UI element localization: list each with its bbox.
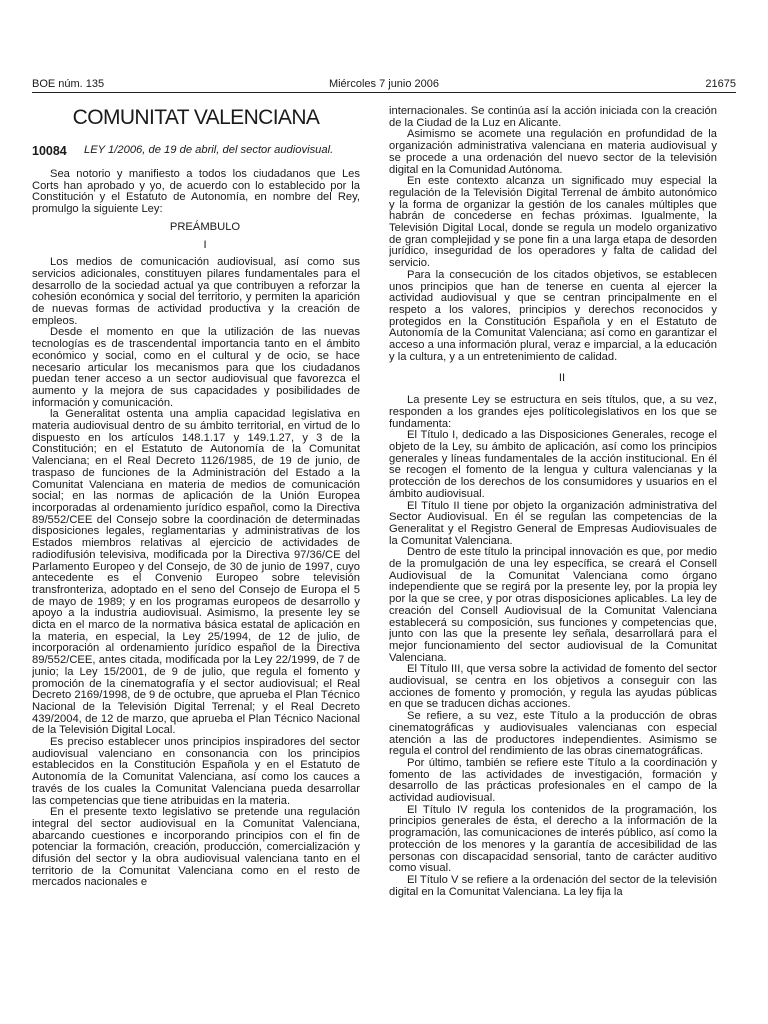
header-rule: [32, 92, 736, 93]
intro-paragraph: Sea notorio y manifiesto a todos los ciudadanos que Les Corts han aprobado y yo, de acuerdo con lo establecido por la Constitución y el Estatuto de Autonomía, en nombre del Rey, promulgo la siguiente Ley:: [32, 168, 360, 216]
law-title: LEY 1/2006, de 19 de abril, del sector audiovisual.: [84, 144, 334, 156]
roman-heading-2: II: [558, 372, 566, 385]
paragraph: Para la consecución de los citados objetivos, se establecen unos principios que han de tenerse en cuenta al ejercer la actividad audiovisual y que se centran principalmente en el respeto a los valores, principios y derechos reconocidos y protegidos en la Constitución Española y en el Estatuto de Autonomía de la Comunitat Valenciana; así como en garantizar el acceso a una información plural, veraz e imparcial, a la educación y la cultura, y a un entretenimiento de calidad.: [389, 268, 717, 363]
paragraph: Se refiere, a su vez, este Título a la producción de obras cinematográficas y audiovisuales valencianas con especial atención a las de productores independientes. Asimismo se regula el control del rendimiento de las obras cinematográficas.: [389, 710, 717, 758]
law-number: 10084: [32, 144, 67, 158]
paragraph: El Título II tiene por objeto la organización administrativa del Sector Audiovisual. En él se regulan las competencias de la Generalitat y el Registro General de Empresas Audiovisuales de la Comunitat Valenciana.: [389, 499, 717, 547]
page-header: [32, 77, 736, 91]
roman-heading-1: I: [203, 238, 207, 251]
law-entry: [32, 145, 360, 157]
paragraph: El Título III, que versa sobre la actividad de fomento del sector audiovisual, se centra en los objetivos a conseguir con las acciones de fomento y promoción, y regula las ayudas públicas en que se traducen dichas acciones.: [389, 663, 717, 711]
paragraph: En este contexto alcanza un significado muy especial la regulación de la Televisión Digital Terrenal de ámbito autonómico y la forma de organizar la gestión de los canales múltiples que habrán de concederse en fechas próximas. Igualmente, la Televisión Digital Local, donde se regula un modelo organizativo de gran complejidad y se pone fin a una larga etapa de desorden jurídico, inseguridad de los operadores y falta de calidad del servicio.: [389, 175, 717, 270]
section-title: COMUNITAT VALENCIANA: [72, 106, 320, 129]
paragraph: Asimismo se acomete una regulación en profundidad de la organización administrativa valenciana en materia audiovisual y se procede a una ordenación del nuevo sector de la televisión digital en la Comunidad Autónoma.: [389, 128, 717, 176]
paragraph: El Título V se refiere a la ordenación del sector de la televisión digital en la Comunitat Valenciana. La ley fija la: [389, 874, 717, 898]
paragraph: En el presente texto legislativo se pretende una regulación integral del sector audiovisual en la Comunitat Valenciana, abarcando cuestiones e incorporando principios con el fin de potenciar la formación, creación, producción, comercialización y difusión del sector y la obra audiovisual valenciana tanto en el territorio de la Comunitat Valenciana como en el resto de mercados nacionales e: [32, 806, 360, 889]
left-column: [32, 106, 360, 946]
paragraph: Dentro de este título la principal innovación es que, por medio de la promulgación de una ley específica, se creará el Consell Audiovisual de la Comunitat Valenciana como órgano independiente que se regirá por la presente ley, por la propia ley por la que se cree, y por otras disposiciones aplicables. La ley de creación del Consell Audiovisual de la Comunitat Valenciana establecerá su composición, sus funciones y competencias que, junto con las que la presente ley señala, desarrollará para el mejor funcionamiento del sector audiovisual de la Comunitat Valenciana.: [389, 546, 717, 664]
preambulo-heading: PREÁMBULO: [169, 220, 241, 233]
publication-date: Miércoles 7 junio 2006: [328, 78, 440, 90]
paragraph: La presente Ley se estructura en seis títulos, que, a su vez, responden a los grandes ejes políticolegislativos en los que se fundamenta:: [389, 394, 717, 430]
paragraph: Los medios de comunicación audiovisual, así como sus servicios adicionales, constituyen pilares fundamentales para el desarrollo de la sociedad actual ya que contribuyen a reforzar la cohesión económica y social del territorio, y permiten la aparición de nuevas formas de actividad productiva y la creación de empleos.: [32, 256, 360, 327]
right-column: [389, 106, 717, 946]
paragraph: Por último, también se refiere este Título a la coordinación y fomento de las actividades de investigación, formación y desarrollo de las prácticas profesionales en el campo de la actividad audiovisual.: [389, 756, 717, 805]
paragraph: El Título I, dedicado a las Disposiciones Generales, recoge el objeto de la Ley, su ámbito de aplicación, así como los principios generales y líneas fundamentales de la acción institucional. En él se recogen el fomento de la lengua y cultura valencianas y la protección de los derechos de los consumidores y usuarios en el ámbito audiovisual.: [389, 429, 717, 500]
paragraph: El Título IV regula los contenidos de la programación, los principios generales de ésta, el derecho a la información de la programación, las comunicaciones de interés público, así como la protección de los menores y la garantía de accesibilidad de las personas con discapacidad sensorial, tanto de carácter auditivo como visual.: [389, 803, 717, 875]
paragraph: Es preciso establecer unos principios inspiradores del sector audiovisual valenciano en consonancia con los principios establecidos en la Constitución Española y en el Estatuto de Autonomía de la Comunitat Valenciana, así como los cauces a través de los cuales la Comunitat Valenciana pueda desarrollar las competencias que tiene atribuidas en la materia.: [32, 736, 360, 807]
paragraph: la Generalitat ostenta una amplia capacidad legislativa en materia audiovisual dentro de su ámbito territorial, en virtud de lo dispuesto en los artículos 148.1.17 y 149.1.27, y 3 de la Constitución; en el Estatuto de Autonomía de la Comunitat Valenciana; en el Real Decreto 1126/1985, de 19 de junio, de traspaso de funciones de la Administración del Estado a la Comunitat Valenciana en materia de medios de comunicación social; en las normas de aplicación de la Unión Europea incorporadas al ordenamiento jurídico español, como la Directiva 89/552/CEE del Consejo sobre la coordinación de determinadas disposiciones legales, reglamentarias y administrativas de los Estados miembros relativas al ejercicio de actividades de radiodifusión televisiva, modificada por la Directiva 97/36/CE del Parlamento Europeo y del Consejo, de 30 de junio de 1997, cuyo antecedente es el Convenio Europeo sobre televisión transfronteriza, adoptado en el seno del Consejo de Europa el 5 de mayo de 1989; y en los programas europeos de desarrollo y apoyo a la industria audiovisual. Asimismo, la presente ley se dicta en el marco de la normativa básica estatal de aplicación en la materia, en especial, la Ley 25/1994, de 12 de julio, de incorporación al ordenamiento jurídico español de la Directiva 89/552/CEE, antes citada, modificada por la Ley 22/1999, de 7 de junio; la Ley 15/2001, de 9 de julio, que regula el fomento y promoción de la cinematografía y el sector audiovisual; el Real Decreto 2169/1998, de 9 de octubre, que aprueba el Plan Técnico Nacional de la Televisión Digital Terrenal; y el Real Decreto 439/2004, de 12 de marzo, que aprueba el Plan Técnico Nacional de la Televisión Digital Local.: [32, 408, 360, 737]
paragraph: Desde el momento en que la utilización de las nuevas tecnologías es de trascendental importancia tanto en el ámbito económico y social, como en el cultural y de ocio, se hace necesario articular los mecanismos para que los ciudadanos puedan tener acceso a un sector audiovisual que favorezca el aumento y la mejora de sus capacidades y posibilidades de información y comunicación.: [32, 326, 360, 409]
page-number: 21675: [705, 78, 736, 90]
continuation-paragraph: internacionales. Se continúa así la acción iniciada con la creación de la Ciudad de la Luz en Alicante.: [389, 106, 717, 129]
journal-issue: BOE núm. 135: [32, 78, 105, 90]
